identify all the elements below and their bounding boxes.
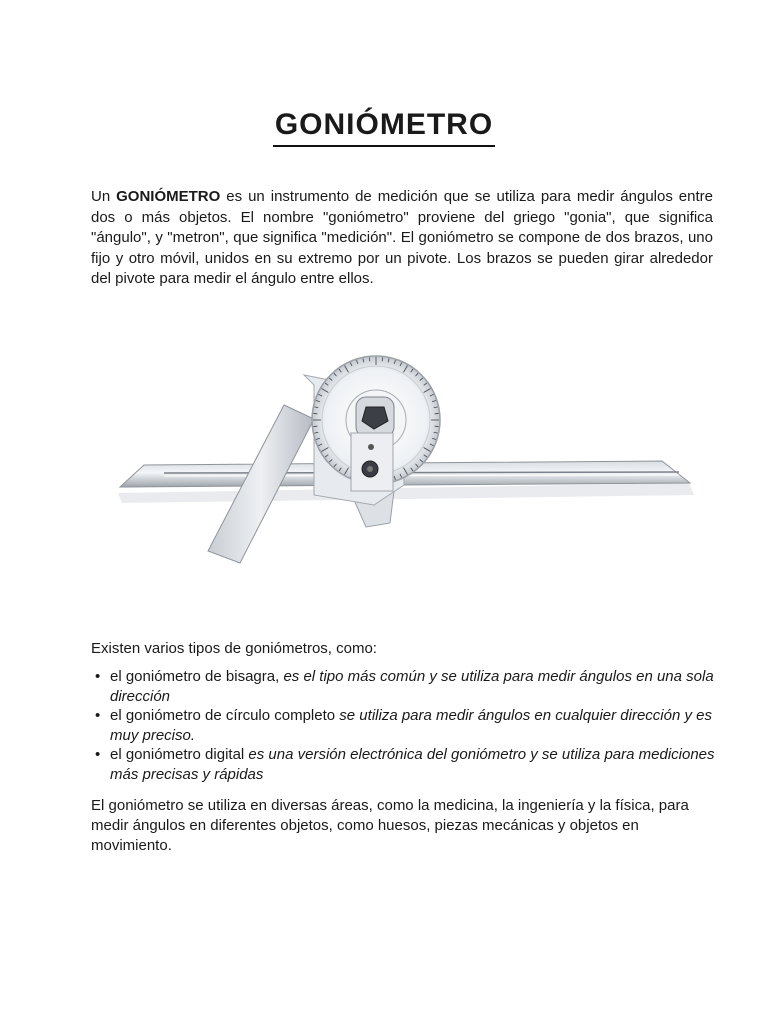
intro-bold-term: GONIÓMETRO	[116, 188, 221, 205]
title-text: GONIÓMETRO	[273, 108, 495, 147]
types-list	[91, 667, 721, 784]
page-title	[0, 108, 768, 147]
type-name: el goniómetro de bisagra,	[110, 668, 284, 685]
type-description: es una versión electrónica del goniómetro y se utiliza para mediciones más precisas y rápidas	[110, 746, 715, 783]
type-name: el goniómetro digital	[110, 746, 249, 763]
intro-text: es un instrumento de medición que se utiliza para medir ángulos entre dos o más objetos. El nombre "goniómetro" proviene del griego "gonia", que significa "ángulo", y "metron", que significa "medición". El goniómetro se compone de dos brazos, uno fijo y otro móvil, unidos en su extremo por un pivote. Los brazos se pueden girar alrededor del pivote para medir el ángulo entre ellos.	[91, 188, 713, 287]
list-item	[91, 745, 721, 784]
list-item	[91, 706, 721, 745]
bullet-icon: •	[95, 668, 101, 685]
types-intro: Existen varios tipos de goniómetros, como:	[91, 640, 377, 657]
type-name: el goniómetro de círculo completo	[110, 707, 340, 724]
closing-paragraph: El goniómetro se utiliza en diversas áreas, como la medicina, la ingeniería y la física, para medir ángulos en diferentes objetos, como huesos, piezas mecánicas y objetos en movimiento.	[91, 797, 689, 854]
intro-prefix: Un	[91, 188, 117, 205]
bullet-icon: •	[95, 746, 101, 763]
bullet-icon: •	[95, 707, 101, 724]
list-item	[91, 667, 721, 706]
type-description: es el tipo más común y se utiliza para medir ángulos en una sola dirección	[110, 668, 714, 705]
type-description: se utiliza para medir ángulos en cualquier dirección y es muy preciso.	[110, 707, 712, 744]
intro-paragraph	[91, 187, 713, 290]
goniometer-image	[104, 325, 704, 575]
